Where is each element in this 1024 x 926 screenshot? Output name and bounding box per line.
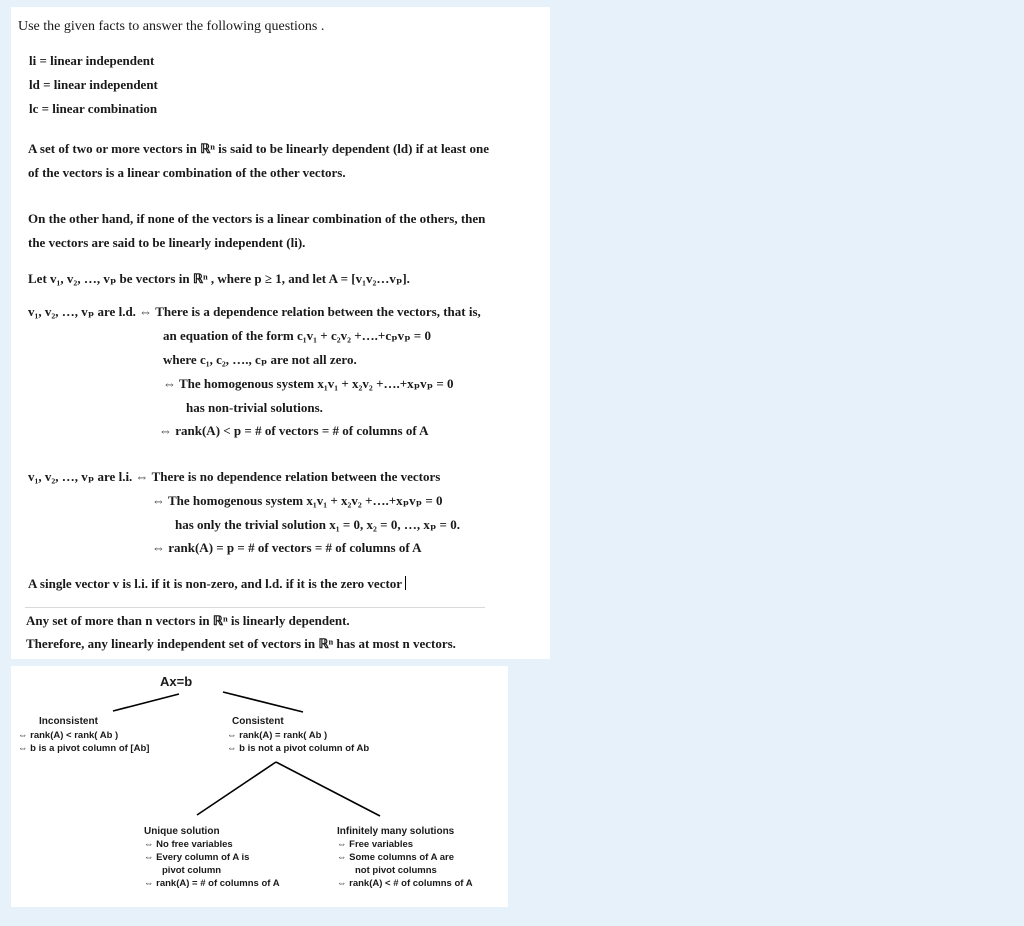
inconsistent-rank-line: ⇔ rank(A) < rank( Ab ) — [18, 730, 119, 741]
root-left-branch — [113, 694, 179, 711]
ld-line4: ⇔ The homogenous system x₁v₁ + x₂v₂ +….+xₚvₚ = 0 — [163, 376, 454, 391]
text-cursor — [405, 576, 406, 590]
def-li-line2: the vectors are said to be linearly independent (li). — [28, 235, 306, 250]
unique-line2: ⇔ Every column of A is — [144, 852, 250, 863]
li-line2: ⇔ The homogenous system x₁v₁ + x₂v₂ +….+xₚvₚ = 0 — [152, 493, 443, 508]
infinite-line4: ⇔ rank(A) < # of columns of A — [337, 878, 473, 889]
root-right-branch — [223, 692, 303, 712]
inconsistent-title: Inconsistent — [39, 716, 98, 727]
infinite-line2: ⇔ Some columns of A are — [337, 852, 455, 863]
consistent-left-branch — [197, 762, 276, 815]
consistent-title: Consistent — [232, 716, 284, 727]
infinite-solutions-title: Infinitely many solutions — [337, 826, 455, 837]
abbrev-li: li = linear independent — [29, 53, 155, 68]
ax-b-tree-panel — [11, 666, 508, 907]
divider — [25, 607, 485, 608]
abbrev-ld: ld = linear independent — [29, 77, 158, 92]
ld-line5: has non-trivial solutions. — [186, 400, 323, 415]
more-than-n-line: Any set of more than n vectors in ℝⁿ is linearly dependent. — [26, 613, 350, 628]
unique-line3: pivot column — [162, 865, 222, 876]
abbrev-lc: lc = linear combination — [29, 101, 158, 116]
li-line4: ⇔ rank(A) = p = # of vectors = # of columns of A — [152, 540, 422, 555]
def-ld-line1: A set of two or more vectors in ℝⁿ is said to be linearly dependent (ld) if at least one — [28, 141, 489, 156]
consistent-rank-line: ⇔ rank(A) = rank( Ab ) — [227, 730, 328, 741]
unique-line4: ⇔ rank(A) = # of columns of A — [144, 878, 280, 889]
notes-panel — [11, 7, 550, 659]
def-ld-line2: of the vectors is a linear combination of the other vectors. — [28, 165, 346, 180]
single-vector-text: A single vector v is l.i. if it is non-zero, and l.d. if it is the zero vector — [28, 576, 403, 591]
consistent-pivot-line: ⇔ b is not a pivot column of Ab — [227, 743, 370, 754]
ld-line6: ⇔ rank(A) < p = # of vectors = # of columns of A — [159, 423, 429, 438]
let-vectors-line: Let v₁, v₂, …, vₚ be vectors in ℝⁿ , where p ≥ 1, and let A = [v₁v₂…vₚ]. — [28, 271, 410, 286]
therefore-line: Therefore, any linearly independent set of vectors in ℝⁿ has at most n vectors. — [26, 636, 456, 651]
li-line3: has only the trivial solution x₁ = 0, x₂ = 0, …, xₚ = 0. — [175, 517, 460, 532]
infinite-line3: not pivot columns — [355, 865, 437, 876]
tree-root-label: Ax=b — [160, 674, 193, 689]
ld-lead: v₁, v₂, …, vₚ are l.d. ⇔ There is a dependence relation between the vectors, that is, — [28, 304, 481, 319]
unique-solution-title: Unique solution — [144, 826, 220, 837]
unique-line1: ⇔ No free variables — [144, 839, 233, 850]
inconsistent-pivot-line: ⇔ b is a pivot column of [Ab] — [18, 743, 150, 754]
ld-line3: where c₁, c₂, …., cₚ are not all zero. — [163, 352, 357, 367]
single-vector-line — [28, 576, 406, 590]
consistent-right-branch — [276, 762, 380, 816]
infinite-line1: ⇔ Free variables — [337, 839, 414, 850]
def-li-line1: On the other hand, if none of the vectors is a linear combination of the others, then — [28, 211, 486, 226]
li-lead: v₁, v₂, …, vₚ are l.i. ⇔ There is no dependence relation between the vectors — [28, 469, 441, 484]
intro-text: Use the given facts to answer the following questions . — [18, 19, 325, 34]
ld-line2: an equation of the form c₁v₁ + c₂v₂ +….+cₚvₚ = 0 — [163, 328, 431, 343]
